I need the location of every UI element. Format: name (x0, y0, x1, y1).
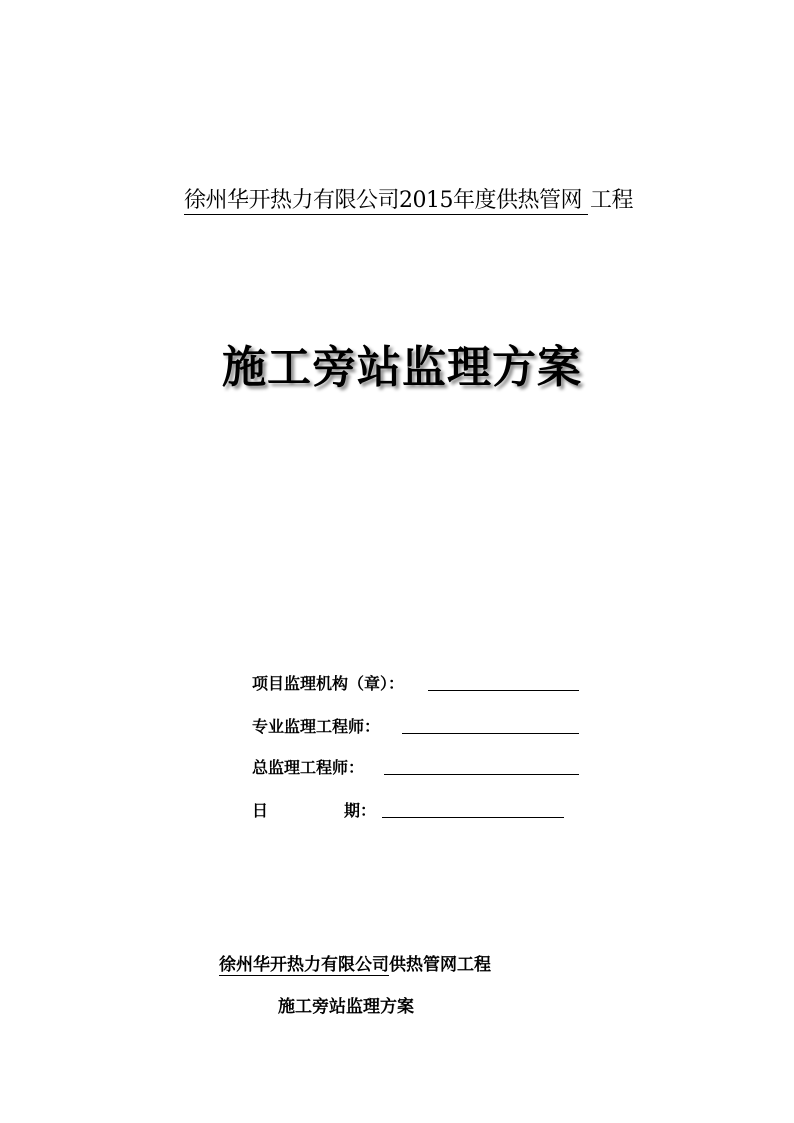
footer-project-suffix: 供热管网工程 (389, 955, 491, 975)
project-name-heading (184, 186, 633, 216)
specialist-engineer-label: 专业监理工程师： (252, 717, 381, 736)
footer-company-name: 徐州华开热力有限公司 (219, 955, 389, 975)
org-seal-signature-line (428, 690, 579, 691)
specialist-engineer-signature-line (402, 733, 579, 734)
project-suffix: 工程 (590, 188, 634, 213)
project-name: 徐州华开热力有限公司2015年度供热管网 (184, 188, 588, 215)
footer-document-title: 施工旁站监理方案 (278, 997, 414, 1017)
org-seal-label: 项目监理机构（章）： (252, 674, 405, 693)
date-label-day: 日 (252, 801, 269, 820)
document-title: 施工旁站监理方案 (222, 342, 582, 393)
date-label-period: 期： (344, 801, 377, 820)
footer-project-line (219, 953, 491, 977)
chief-engineer-label: 总监理工程师： (252, 758, 365, 777)
date-signature-line (382, 817, 564, 818)
chief-engineer-signature-line (384, 774, 579, 775)
